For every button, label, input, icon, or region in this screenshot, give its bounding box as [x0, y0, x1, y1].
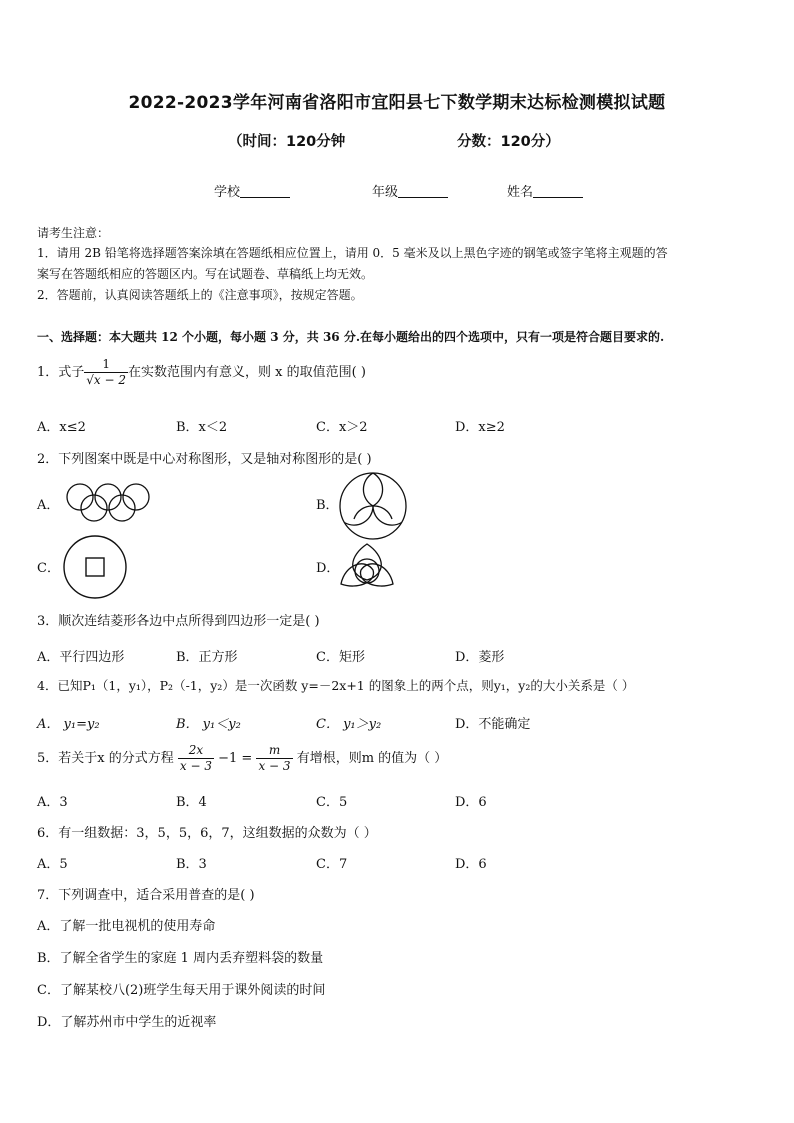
q5-fraction-left: $\frac{2x}{x - 3}$	[179, 743, 212, 773]
q3-option-a[interactable]: A．平行四边形	[37, 650, 125, 665]
ring-5	[109, 495, 135, 521]
q3-option-d[interactable]: D．菱形	[455, 650, 505, 665]
q2-option-b[interactable]: B．	[316, 498, 339, 513]
q1-option-b[interactable]: B．x＜2	[176, 420, 228, 435]
q6-option-b[interactable]: B．3	[176, 857, 207, 872]
q1-option-a[interactable]: A．x≤2	[37, 420, 86, 435]
q6-option-a[interactable]: A．5	[37, 857, 68, 872]
q5-option-d[interactable]: D．6	[455, 795, 487, 810]
question-7: 7．下列调查中，适合采用普查的是( )	[37, 888, 255, 903]
q6-option-c[interactable]: C．7	[316, 857, 348, 872]
q3-option-b[interactable]: B．正方形	[176, 650, 238, 665]
q7-option-a[interactable]: A．了解一批电视机的使用寿命	[37, 919, 216, 934]
ring-4	[81, 495, 107, 521]
school-field: 学校	[214, 181, 290, 200]
question-6: 6．有一组数据：3，5，5，6，7，这组数据的众数为（ ）	[37, 826, 377, 841]
circle-three-arcs-figure	[338, 471, 408, 541]
trefoil-figure	[339, 542, 395, 590]
q5-option-b[interactable]: B．4	[176, 795, 207, 810]
question-1: 1．式子 $\frac{1}{√x - 2}$ 在实数范围内有意义，则 x 的取值范围( )	[37, 357, 366, 387]
time-label: （时间：120分钟	[228, 134, 346, 150]
q2-option-c[interactable]: C．	[37, 561, 60, 576]
q2-option-d[interactable]: D．	[316, 561, 340, 576]
q4-option-d[interactable]: D．不能确定	[455, 717, 531, 732]
notice-heading: 请考生注意：	[37, 226, 110, 240]
section-heading: 一、选择题：本大题共 12 个小题，每小题 3 分，共 36 分.在每小题给出的四个选项中，只有一项是符合题目要求的.	[37, 330, 665, 344]
school-blank[interactable]	[240, 185, 290, 198]
notice-line1b: 案写在答题纸相应的答题区内。写在试题卷、草稿纸上均无效。	[37, 267, 374, 281]
grade-blank[interactable]	[398, 185, 448, 198]
q1-fraction: $\frac{1}{√x - 2}$	[86, 357, 127, 387]
notice-line1: 1．请用 2B 铅笔将选择题答案涂填在答题纸相应位置上，请用 0．5 毫米及以上黑色字迹的钢笔或签字笔将主观题的答	[37, 246, 668, 260]
grade-field: 年级	[372, 181, 448, 200]
q1-option-d[interactable]: D．x≥2	[455, 420, 505, 435]
name-field: 姓名	[507, 181, 583, 200]
q7-option-d[interactable]: D．了解苏州市中学生的近视率	[37, 1015, 217, 1030]
olympic-rings-figure	[62, 483, 154, 523]
ring-1	[67, 484, 93, 510]
question-3: 3．顺次连结菱形各边中点所得到四边形一定是( )	[37, 614, 320, 629]
ring-3	[123, 484, 149, 510]
q7-option-b[interactable]: B．了解全省学生的家庭 1 周内丢弃塑料袋的数量	[37, 951, 324, 966]
ring-2	[95, 484, 121, 510]
notice-line2: 2．答题前，认真阅读答题纸上的《注意事项》，按规定答题。	[37, 288, 363, 302]
q1-option-c[interactable]: C．x＞2	[316, 420, 368, 435]
q5-option-a[interactable]: A．3	[37, 795, 68, 810]
question-5: 5．若关于x 的分式方程 $\frac{2x}{x - 3}$ −1 = $\frac{m}{x - 3}$ 有增根，则m 的值为（ ）	[37, 743, 448, 773]
q3-option-c[interactable]: C．矩形	[316, 650, 365, 665]
q6-option-d[interactable]: D．6	[455, 857, 487, 872]
coin-figure	[62, 534, 128, 600]
q4-option-c[interactable]: C． y₁＞y₂	[316, 717, 382, 732]
q5-option-c[interactable]: C．5	[316, 795, 348, 810]
q2-option-a[interactable]: A．	[37, 498, 60, 513]
q4-option-b[interactable]: B． y₁＜y₂	[176, 717, 241, 732]
question-4: 4．已知P₁（1，y₁），P₂（-1，y₂）是一次函数 y=－2x+1 的图象上的两个点，则y₁，y₂的大小关系是（ ）	[37, 678, 635, 693]
question-2: 2．下列图案中既是中心对称图形，又是轴对称图形的是( )	[37, 452, 372, 467]
name-blank[interactable]	[533, 185, 583, 198]
q7-option-c[interactable]: C．了解某校八(2)班学生每天用于课外阅读的时间	[37, 983, 326, 998]
q4-option-a[interactable]: A． y₁=y₂	[37, 717, 100, 732]
exam-title: 2022-2023学年河南省洛阳市宜阳县七下数学期末达标检测模拟试题	[128, 93, 666, 113]
score-label: 分数：120分）	[457, 134, 560, 150]
q5-fraction-right: $\frac{m}{x - 3}$	[258, 743, 291, 773]
